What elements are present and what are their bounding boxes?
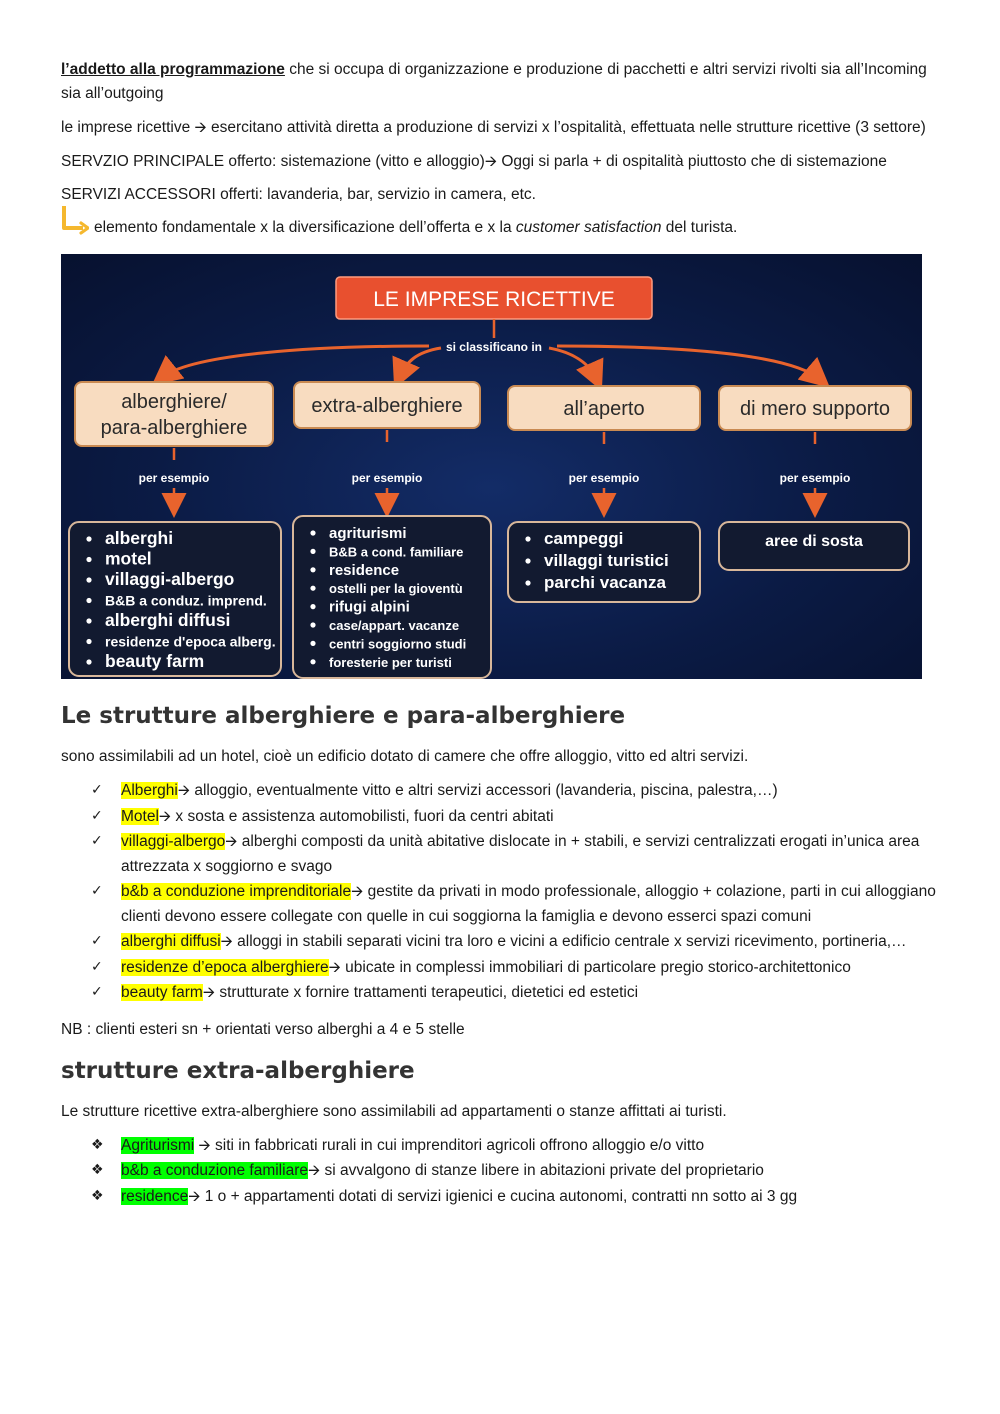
example-item: rifugi alpini [329,598,410,616]
section1-intro: sono assimilabili ad un hotel, cioè un edificio dotato di camere che offre alloggio, vitto ed altri servizi. [61,748,749,765]
checkmark-icon: ✓ [91,984,103,1000]
example-item: parchi vacanza [544,573,666,592]
category-arrow [161,346,429,378]
example-item: alberghi diffusi [105,610,231,630]
bullet-dot [86,577,91,582]
intro-paragraph-2: le imprese ricettive 🡪 esercitano attività diretta a produzione di servizi x l’ospitalità, effettuata nelle strutture ricettive (3 settore) [61,118,926,136]
right-arrow-icon: 🡪 [198,1135,211,1154]
right-arrow-icon: 🡪 [158,806,172,825]
bullet-dot [525,580,530,585]
right-arrow-icon: 🡪 [188,1186,201,1205]
document-page [61,58,941,1221]
classification-diagram [61,254,922,679]
right-arrow-icon: 🡪 [307,1161,321,1179]
section2-intro: Le strutture ricettive extra-alberghiere sono assimilabili ad appartamenti o stanze affittati ai turisti. [61,1102,727,1120]
example-item: ostelli per la gioventù [329,581,463,597]
checkmark-icon: ✓ [91,782,103,798]
bullet-dot [310,659,315,664]
alberghiere-list [61,778,941,1006]
example-label: per esempio [779,471,851,485]
example-item: foresterie per turisti [329,654,452,670]
bullet-dot [525,536,530,541]
diamond-bullet-icon: ❖ [91,1187,104,1204]
example-item: case/appart. vacanze [329,618,460,633]
example-item: villaggi-albergo [105,569,235,589]
list-item: ❖ residence🡪 1 o + appartamenti dotati di servizi igienici e cucina autonomi, contratti nn sotto ai 3 gg [61,1184,941,1210]
bullet-dot [86,536,91,541]
list-item: ✓ alberghi diffusi🡪 alloggi in stabili separati vicini tra loro e vicini a edificio centrale x servizi ricevimento, portineria,… [61,929,941,955]
bullet-dot [86,598,91,603]
highlighted-term: villaggi-albergo [121,833,226,850]
right-arrow-icon: 🡪 [177,781,191,799]
highlighted-term: alberghi diffusi [121,933,221,950]
bullet-dot [310,567,315,572]
example-item: villaggi turistici [544,551,669,570]
example-label: per esempio [138,471,210,485]
bullet-dot [310,549,315,554]
right-arrow-icon: 🡪 [220,932,233,950]
bullet-dot [525,558,530,563]
category-label: para-alberghiere [100,417,248,439]
example-label: per esempio [351,471,423,485]
checkmark-icon: ✓ [91,807,103,824]
bullet-dot [86,557,91,562]
highlighted-term: b&b a conduzione familiare [121,1162,308,1179]
list-item: ✓ beauty farm🡪 strutturate x fornire trattamenti terapeutici, dietetici ed estetici [61,980,941,1006]
section-heading-extra-alberghiere: strutture extra-alberghiere [61,1057,415,1084]
intro-paragraph-4: SERVIZI ACCESSORI offerti: lavanderia, bar, servizio in camera, etc. [61,186,536,203]
example-item: B&B a cond. familiare [329,544,464,560]
bullet-dot [86,618,91,623]
list-item: ✓ Motel🡪 x sosta e assistenza automobilisti, fuori da centri abitati [61,804,941,830]
right-arrow-icon: 🡪 [351,882,364,900]
right-arrow-icon: 🡪 [225,832,238,850]
category-arrow [557,346,821,380]
corner-arrow-icon [61,204,89,236]
list-item: ✓ villaggi-albergo🡪 alberghi composti da unità abitative dislocate in + stabili, e servizi centralizzati erogati in’unica area attrezzata x soggiorno e svago [61,829,941,879]
example-item: aree di sosta [765,533,863,550]
diamond-bullet-icon: ❖ [91,1136,104,1153]
intro-paragraph-3: SERVZIO PRINCIPALE offerto: sistemazione (vitto e alloggio)🡪 Oggi si parla + di ospitalità piuttosto che di sistemazione [61,152,887,170]
highlighted-term: Motel [121,807,159,825]
category-label: all’aperto [563,398,645,420]
right-arrow-icon: 🡪 [202,983,216,1001]
list-item: ✓ residenze d’epoca alberghiere🡪 ubicate in complessi immobiliari di particolare pregio storico-architettonico [61,955,941,981]
right-arrow-icon: 🡪 [484,152,498,170]
section1-note: NB : clienti esteri sn + orientati verso alberghi a 4 e 5 stelle [61,1020,465,1038]
highlighted-term: b&b a conduzione imprenditoriale [121,883,352,900]
category-label: di mero supporto [739,398,891,420]
bullet-dot [310,604,315,609]
bullet-dot [310,641,315,646]
highlighted-term: residence [121,1187,189,1205]
category-label: extra-alberghiere [311,395,463,417]
bullet-dot [310,586,315,591]
checkmark-icon: ✓ [91,958,103,975]
list-item: ✓ b&b a conduzione imprenditoriale🡪 gestite da privati in modo professionale, alloggio + colazione, parti in cui alloggiano clienti devono essere collegate con quelle in cui soggiorna la famiglia e devono esserci spazi comuni [61,879,941,929]
example-item: agriturismi [329,525,407,542]
highlighted-term: Agriturismi [121,1136,195,1154]
category-label: alberghiere/ [121,391,227,413]
example-item: centri soggiorno studi [329,636,467,652]
bullet-dot [310,530,315,535]
checkmark-icon: ✓ [91,883,103,899]
diagram-title: LE IMPRESE RICETTIVE [373,288,615,311]
checkmark-icon: ✓ [91,933,103,949]
intro-paragraph-1: l’addetto alla programmazione che si occupa di organizzazione e produzione di pacchetti e altri servizi rivolti sia all’Incoming sia all’outgoing [61,61,927,102]
section-heading-alberghiere: Le strutture alberghiere e para-alberghiere [61,703,626,729]
example-item: motel [105,548,152,569]
list-item: ❖ b&b a conduzione familiare🡪 si avvalgono di stanze libere in abitazioni private del proprietario [61,1158,941,1184]
highlighted-term: residenze d’epoca alberghiere [121,958,329,976]
checkmark-icon: ✓ [91,833,103,849]
highlighted-term: beauty farm [121,984,203,1001]
role-term: l’addetto alla programmazione [61,61,285,78]
example-item: residence [329,561,400,579]
intro-paragraph-5: elemento fondamentale x la diversificazione dell’offerta e x la customer satisfaction del turista. [61,216,941,240]
example-item: campeggi [544,529,624,548]
example-item: alberghi [105,528,174,548]
example-label: per esempio [568,471,640,485]
bullet-dot [86,639,91,644]
bullet-dot [310,622,315,627]
category-arrow [399,348,441,378]
example-item: residenze d'epoca alberg. [105,633,276,650]
list-item: ✓ Alberghi🡪 alloggio, eventualmente vitto e altri servizi accessori (lavanderia, piscina, palestra,…) [61,778,941,804]
list-item: ❖ Agriturismi 🡪 siti in fabbricati rurali in cui imprenditori agricoli offrono alloggio e/o vitto [61,1133,941,1159]
connector-label: si classificano in [445,340,543,354]
right-arrow-icon: 🡪 [194,118,207,136]
diamond-bullet-icon: ❖ [91,1162,104,1178]
example-item: beauty farm [105,651,205,671]
extra-alberghiere-list [61,1133,941,1210]
right-arrow-icon: 🡪 [328,957,341,976]
category-arrow [549,348,597,380]
highlighted-term: Alberghi [121,782,178,799]
example-item: B&B a conduz. imprend. [105,592,267,609]
bullet-dot [86,659,91,664]
